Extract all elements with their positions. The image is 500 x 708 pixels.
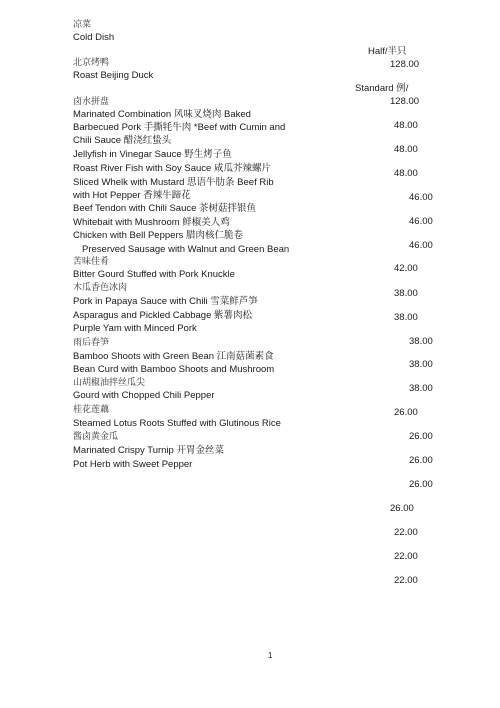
price: 48.00	[394, 144, 418, 155]
header-half: Half/半只	[368, 46, 407, 57]
dish-line: 卤水拼盘	[73, 97, 110, 107]
price: 22.00	[394, 551, 418, 562]
dish-line: 雨后春笋	[73, 338, 110, 348]
dish-line: Barbecued Pork 手撕牦牛肉 *Beef with Cumin and	[73, 122, 286, 133]
price: 26.00	[394, 407, 418, 418]
dish-line: Roast Beijing Duck	[73, 70, 154, 81]
price: 128.00	[390, 96, 420, 107]
dish-line: Chili Sauce 醋浇红蛰头	[73, 135, 172, 146]
dish-line: 苦味佳肴	[73, 257, 110, 267]
price: 38.00	[394, 288, 418, 299]
dish-line: Pork in Papaya Sauce with Chili 雪菜鲜芦笋	[73, 296, 258, 307]
dish-line: Steamed Lotus Roots Stuffed with Glutinous Rice	[73, 418, 281, 429]
dish-line: Whitebait with Mushroom 鲜椒美人鸡	[73, 217, 230, 228]
dish-line: Bean Curd with Bamboo Shoots and Mushroom	[73, 364, 275, 375]
dish-line: Beef Tendon with Chili Sauce 茶树菇拌银鱼	[73, 203, 257, 214]
dish-line: 北京烤鸭	[73, 58, 110, 68]
price: 38.00	[409, 359, 433, 370]
dish-line: 酱卤黄金瓜	[73, 432, 119, 442]
dish-line: Gourd with Chopped Chili Pepper	[73, 390, 215, 401]
price: 46.00	[409, 240, 433, 251]
dish-line: Jellyfish in Vinegar Sauce 野生烤子鱼	[73, 149, 232, 160]
price: 46.00	[409, 216, 433, 227]
price: 46.00	[409, 192, 433, 203]
dish-line: Roast River Fish with Soy Sauce 咸瓜芥辣螺片	[73, 163, 271, 174]
price: 26.00	[390, 503, 414, 514]
dish-line: Pot Herb with Sweet Pepper	[73, 459, 193, 470]
dish-line: Bitter Gourd Stuffed with Pork Knuckle	[73, 269, 235, 280]
dish-line: Asparagus and Pickled Cabbage 紫薯肉松	[73, 310, 253, 321]
dish-line: Purple Yam with Minced Pork	[73, 323, 197, 334]
price: 42.00	[394, 263, 418, 274]
dish-line: 山胡椒油拌丝瓜尖	[73, 378, 146, 388]
price: 22.00	[394, 527, 418, 538]
price: 128.00	[390, 59, 420, 70]
price: 38.00	[394, 312, 418, 323]
dish-line: Preserved Sausage with Walnut and Green Bean	[82, 244, 290, 255]
price: 38.00	[409, 383, 433, 394]
section-title-en: Cold Dish	[73, 32, 115, 43]
dish-line: with Hot Pepper 香辣牛蹄花	[73, 190, 191, 201]
dish-line: Marinated Combination 风味叉烧肉 Baked	[73, 109, 251, 120]
section-title-zh: 凉菜	[73, 20, 92, 30]
price: 48.00	[394, 120, 418, 131]
dish-line: 桂花莲藕	[73, 405, 110, 415]
header-standard: Standard 例/	[355, 83, 409, 94]
dish-line: Chicken with Bell Peppers 腊肉核仁脆卷	[73, 230, 243, 241]
price: 26.00	[409, 479, 433, 490]
price: 26.00	[409, 455, 433, 466]
dish-line: 木瓜香色冰肉	[73, 283, 128, 293]
price: 26.00	[409, 431, 433, 442]
price: 38.00	[409, 336, 433, 347]
price: 22.00	[394, 575, 418, 586]
dish-line: Bamboo Shoots with Green Bean 江南菇菌素食	[73, 351, 274, 362]
price: 48.00	[394, 168, 418, 179]
dish-line: Marinated Crispy Turnip 开胃金丝菜	[73, 445, 224, 456]
dish-line: Sliced Whelk with Mustard 思语牛肋条 Beef Rib	[73, 177, 274, 188]
page-number: 1	[268, 651, 273, 660]
